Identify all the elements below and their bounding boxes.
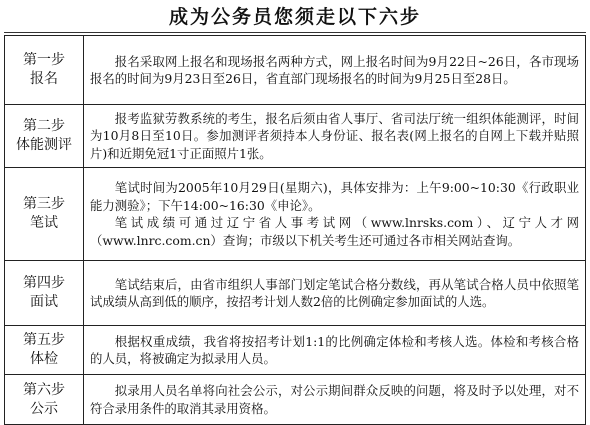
step-label-cell	[5, 168, 84, 261]
step-row-2	[5, 105, 586, 168]
step-label-cell	[5, 261, 84, 326]
step-content-cell	[84, 168, 586, 261]
step-label-cell	[5, 326, 84, 375]
step-label-cell	[5, 36, 84, 105]
step-content-cell	[84, 261, 586, 326]
step-number: 第四步	[23, 275, 65, 291]
step-row-5	[5, 326, 586, 375]
step-content-cell	[84, 36, 586, 105]
step-number: 第一步	[23, 52, 65, 68]
step-paragraph: 笔试结束后，由省市组织人事部门划定笔试合格分数线，再从笔试合格人员中依照笔试成绩从高到低的顺序，按招考计划人数2倍的比例确定参加面试的人选。	[90, 276, 579, 309]
step-paragraph: 报考监狱劳教系统的考生，报名后须由省人事厅、省司法厅统一组织体能测评，时间为10月8日至10日。参加测评者须持本人身份证、报名表(网上报名的自网上下载并贴照片)和近期免冠1寸正面照片1张。	[90, 110, 580, 161]
step-content-cell	[84, 375, 586, 425]
step-row-4	[5, 261, 586, 326]
step-label-cell	[5, 375, 84, 425]
step-row-1	[5, 36, 586, 105]
step-paragraph: 笔试成绩可通过辽宁省人事考试网（www.lnrsks.com）、辽宁人才网（www.lnrc.com.cn）查询；市级以下机关考生还可通过各市相关网站查询。	[90, 215, 579, 248]
step-content-cell	[84, 105, 586, 168]
step-name: 面试	[30, 294, 58, 310]
step-number: 第三步	[23, 196, 65, 212]
step-number: 第五步	[23, 332, 65, 348]
step-paragraph: 笔试时间为2005年10月29日(星期六)，具体安排为：上午9:00~10:30《行政职业能力测验》；下午14:00~16:30《申论》。	[90, 180, 579, 213]
step-name: 笔试	[30, 215, 58, 231]
steps-table	[4, 35, 586, 425]
step-name: 体能测评	[16, 137, 72, 153]
step-number: 第二步	[23, 118, 65, 134]
step-paragraph: 报名采取网上报名和现场报名两种方式，网上报名时间为9月22日~26日，各市现场报名的时间为9月23日至26日，省直部门现场报名的时间为9月25日至28日。	[90, 53, 579, 86]
article-title: 成为公务员您须走以下六步	[168, 6, 421, 28]
step-name: 体检	[30, 351, 58, 367]
step-paragraph: 根据权重成绩，我省将按招考计划1:1的比例确定体检和考核人选。体检和考核合格的人员，将被确定为拟录用人员。	[90, 333, 579, 366]
step-name: 公示	[30, 400, 58, 417]
step-row-3	[5, 168, 586, 261]
step-name: 报名	[30, 71, 58, 87]
step-paragraph: 拟录用人员名单将向社会公示，对公示期间群众反映的问题，将及时予以处理，对不符合录用条件的取消其录用资格。	[90, 383, 579, 416]
title-divider	[4, 32, 586, 33]
step-content-cell	[84, 326, 586, 375]
step-number: 第六步	[23, 381, 65, 398]
step-label-cell	[5, 105, 84, 168]
step-row-6	[5, 375, 586, 425]
